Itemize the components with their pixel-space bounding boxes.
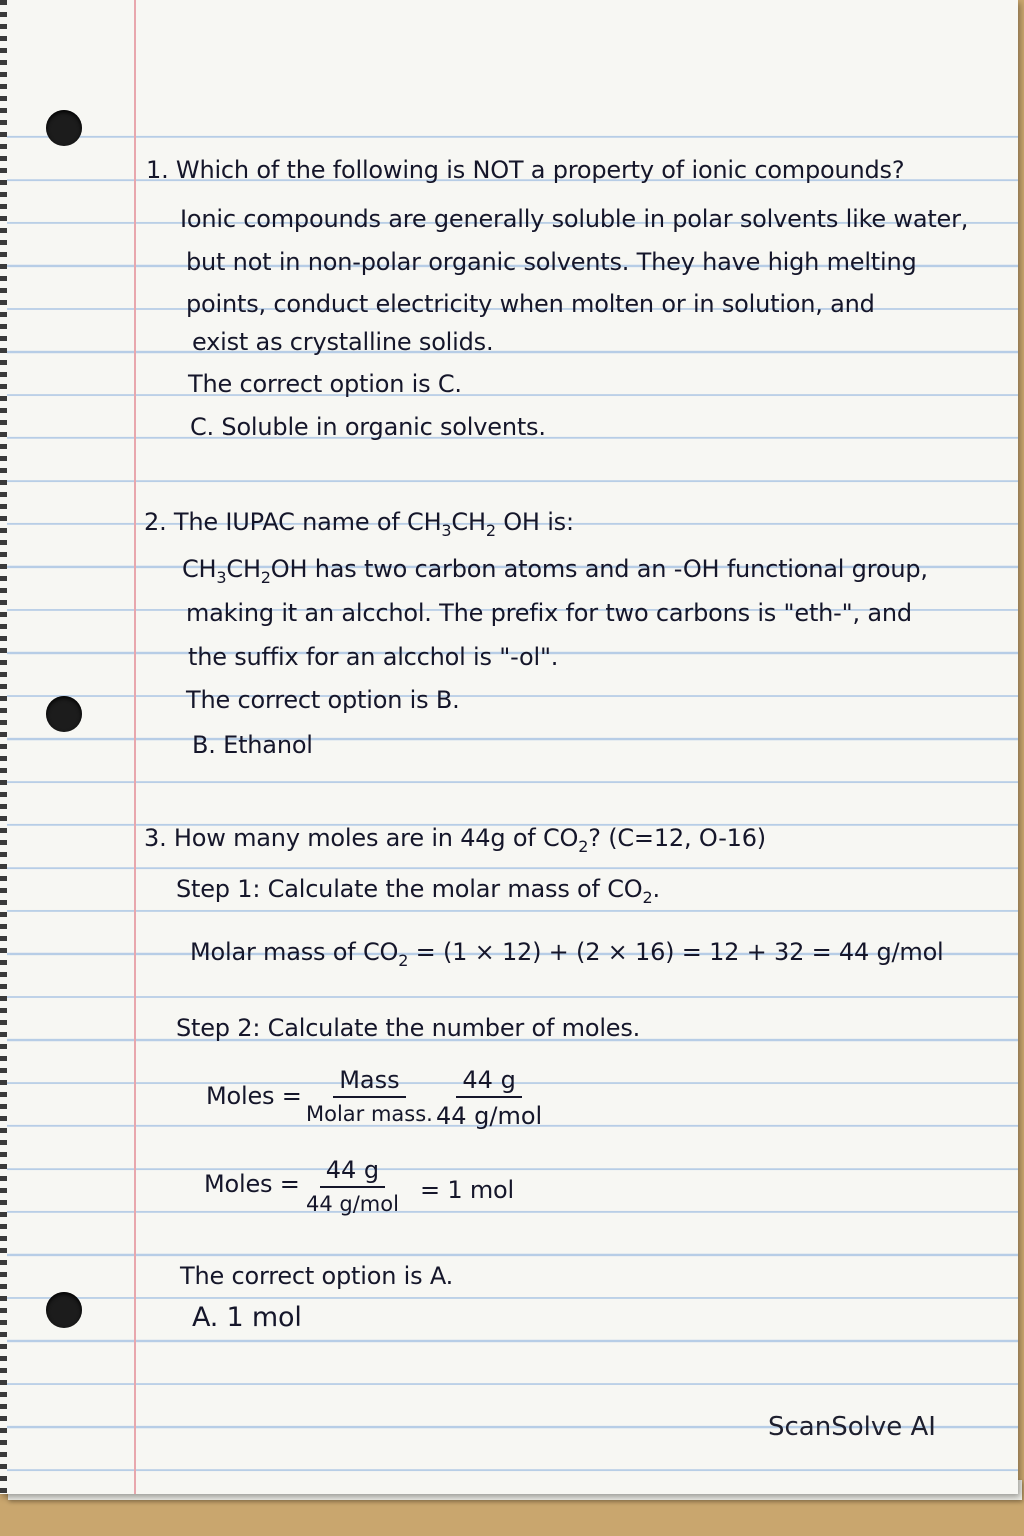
- q2-explanation-line-2: making it an alcchol. The prefix for two carbons is "eth-", and: [186, 599, 912, 627]
- fraction-numerator: 44 g: [320, 1156, 385, 1188]
- fraction-denominator: 44 g/mol: [306, 1192, 399, 1216]
- q3-fraction-mass-over-molar-mass: [306, 1066, 433, 1126]
- q1-question: 1. Which of the following is NOT a property of ionic compounds?: [146, 156, 905, 184]
- q3-question: 3. How many moles are in 44g of $CO_2$? (C=12, O-16): [144, 824, 766, 856]
- q2-question: 2. The IUPAC name of $CH_3CH_2$ OH is:: [144, 508, 574, 540]
- q3-fraction-result: [306, 1156, 399, 1216]
- q3-moles-label-2: Moles =: [204, 1170, 300, 1198]
- q2-explanation-line-1: $CH_3CH_2OH$ has two carbon atoms and an -OH functional group,: [182, 555, 928, 587]
- q1-explanation-line-1: Ionic compounds are generally soluble in polar solvents like water,: [180, 205, 969, 233]
- scansolve-watermark: ScanSolve AI: [768, 1412, 936, 1442]
- q2-answer: B. Ethanol: [192, 731, 313, 759]
- q3-molar-mass-equation: Molar mass of $CO_2 = (1 \times 12) + (2 \times 16) = 12 + 32 = 44$ g/mol: [190, 938, 944, 970]
- q3-correct-option: The correct option is A.: [180, 1262, 454, 1290]
- punch-hole-top: [46, 110, 82, 146]
- q1-explanation-line-3: points, conduct electricity when molten or in solution, and: [186, 290, 875, 318]
- q2-correct-option: The correct option is B.: [186, 686, 460, 714]
- page-header-blank: [0, 0, 1018, 95]
- q1-explanation-line-2: but not in non-polar organic solvents. They have high melting: [186, 248, 917, 276]
- q3-fraction-44g-over-44gmol: [436, 1066, 542, 1130]
- q3-answer: A. 1 mol: [192, 1302, 302, 1333]
- fraction-numerator: Mass: [333, 1066, 405, 1098]
- fraction-denominator: 44 g/mol: [436, 1102, 543, 1130]
- q3-step-2: Step 2: Calculate the number of moles.: [176, 1014, 641, 1042]
- q2-explanation-line-3: the suffix for an alcchol is "-ol".: [188, 643, 559, 671]
- margin-line: [134, 0, 136, 1494]
- fraction-denominator: Molar mass.: [306, 1102, 433, 1126]
- punch-hole-bottom: [46, 1292, 82, 1328]
- q1-explanation-line-4: exist as crystalline solids.: [192, 328, 494, 356]
- q1-answer: C. Soluble in organic solvents.: [190, 413, 546, 441]
- q1-correct-option: The correct option is C.: [188, 370, 462, 398]
- punch-hole-middle: [46, 696, 82, 732]
- fraction-numerator: 44 g: [456, 1066, 521, 1098]
- q3-result: = 1 mol: [420, 1176, 514, 1204]
- spiral-binding: [0, 0, 7, 1494]
- q3-moles-label: Moles =: [206, 1082, 302, 1110]
- q3-step-1: Step 1: Calculate the molar mass of $CO_2$.: [176, 875, 660, 907]
